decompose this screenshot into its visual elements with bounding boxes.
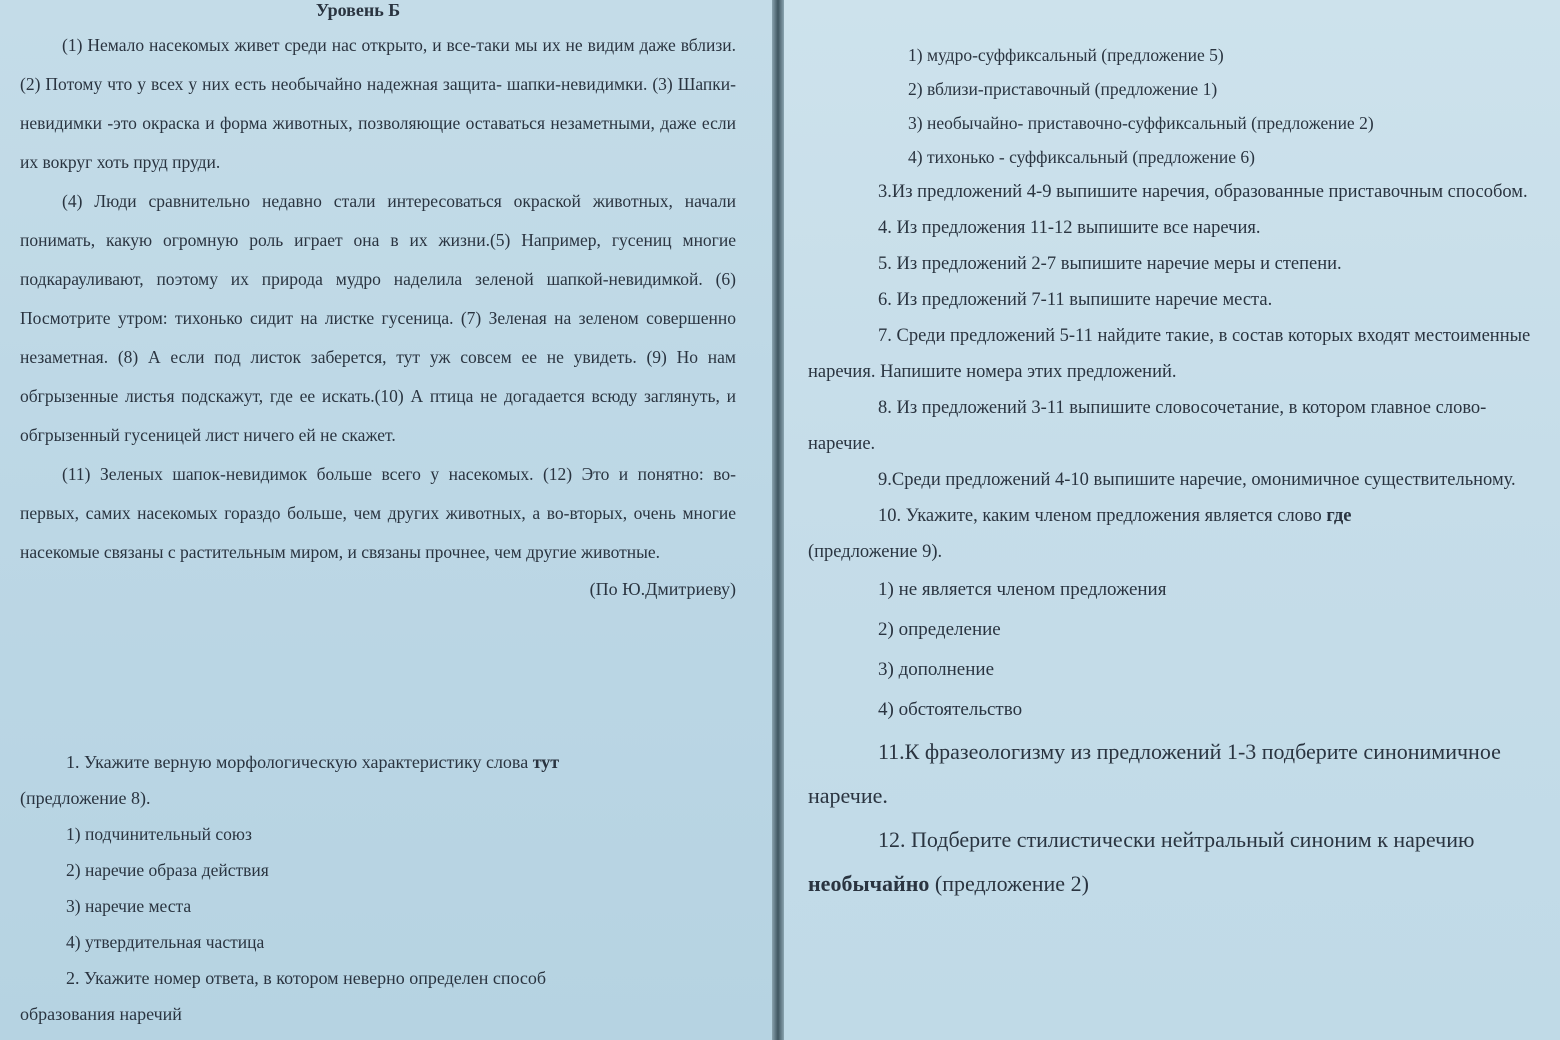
left-page [0, 0, 772, 1040]
question-5: 5. Из предложений 2-7 выпишите наречие меры и степени. [878, 254, 1342, 274]
text-paragraph-1: (1) Немало насекомых живет среди нас открыто, и все-таки мы их не видим даже вблизи. (2) Потому что у всех у них есть необычайно надежная защита- шапки-невидимки. (3) Шапки-невидимки -это окраска и форма животных, позволяющие оставаться незаметными, даже если их вокруг хоть пруд пруди. [20, 35, 736, 172]
question-8: 8. Из предложений 3-11 выпишите словосочетание, в котором главное слово-наречие. [808, 398, 1487, 454]
question-10-option-3: 3) дополнение [878, 659, 995, 680]
question-12 [808, 818, 1548, 862]
question-1-option-4: 4) утвердительная частица [66, 932, 265, 952]
question-2-tail: образования наречий [20, 1004, 182, 1024]
text-paragraph-2: (4) Люди сравнительно недавно стали интересоваться окраской животных, начали понимать, какую огромную роль играет она в их жизни.(5) Например, гусениц многие подкарауливают, поэтому их природа мудро наделила зеленой шапкой-невидимкой. (6) Посмотрите утром: тихонько сидит на листке гусеница. (7) Зеленая на зеленом совершенно незаметная. (8) А если под листок заберется, тут уж совсем ее не увидеть. (9) Но нам обгрызенные листья подскажут, где ее искать.(10) А птица не догадается всюду заглянуть, и обгрызенный гусеницей лист ничего ей не скажет. [20, 191, 736, 445]
question-10-word: где [1326, 506, 1352, 526]
question-2-option-2: 2) вблизи-приставочный (предложение 1) [908, 79, 1218, 99]
level-heading: Уровень Б [315, 0, 401, 20]
right-page [784, 0, 1560, 1040]
question-10 [808, 498, 1548, 534]
question-12-tail [808, 862, 1548, 906]
question-12-word: необычайно [808, 871, 930, 896]
question-1-word: тут [532, 752, 560, 772]
question-4: 4. Из предложения 11-12 выпишите все наречия. [878, 218, 1261, 238]
question-6: 6. Из предложений 7-11 выпишите наречие места. [878, 290, 1273, 310]
question-11: 11.К фразеологизму из предложений 1-3 подберите синонимичное наречие. [808, 739, 1501, 808]
question-1 [20, 744, 736, 780]
question-10-tail: (предложение 9). [808, 542, 943, 562]
question-10-option-4: 4) обстоятельство [878, 699, 1023, 720]
question-1-tail: (предложение 8). [20, 788, 151, 808]
question-2-option-1: 1) мудро-суффиксальный (предложение 5) [908, 45, 1224, 65]
question-1-option-3: 3) наречие места [66, 896, 192, 916]
question-2-option-4: 4) тихонько - суффиксальный (предложение 6) [908, 147, 1255, 167]
question-10-text: 10. Укажите, каким членом предложения является слово [878, 506, 1327, 526]
question-1-option-1: 1) подчинительный союз [66, 824, 252, 844]
question-9: 9.Среди предложений 4-10 выпишите наречие, омонимичное существительному. [878, 470, 1516, 490]
question-7: 7. Среди предложений 5-11 найдите такие, в состав которых входят местоименные наречия. Напишите номера этих предложений. [808, 326, 1531, 382]
question-3: 3.Из предложений 4-9 выпишите наречия, образованные приставочным способом. [878, 182, 1528, 202]
question-10-option-2: 2) определение [878, 619, 1001, 640]
question-2: 2. Укажите номер ответа, в котором неверно определен способ [66, 968, 547, 988]
question-12-text: 12. Подберите стилистически нейтральный синоним к наречию [878, 827, 1475, 852]
question-10-option-1: 1) не является членом предложения [878, 579, 1167, 600]
page-gutter [772, 0, 784, 1040]
text-paragraph-3: (11) Зеленых шапок-невидимок больше всего у насекомых. (12) Это и понятно: во-первых, самих насекомых гораздо больше, чем других животных, а во-вторых, очень многие насекомые связаны с растительным миром, и связаны прочнее, чем другие животные. [20, 464, 736, 562]
author-attribution: (По Ю.Дмитриеву) [589, 579, 736, 599]
question-2-option-3: 3) необычайно- приставочно-суффиксальный (предложение 2) [908, 113, 1374, 133]
question-1-option-2: 2) наречие образа действия [66, 860, 269, 880]
question-1-text: 1. Укажите верную морфологическую характеристику слова [66, 752, 533, 772]
question-12-tail-text: (предложение 2) [929, 871, 1089, 896]
blank-space [20, 606, 736, 744]
